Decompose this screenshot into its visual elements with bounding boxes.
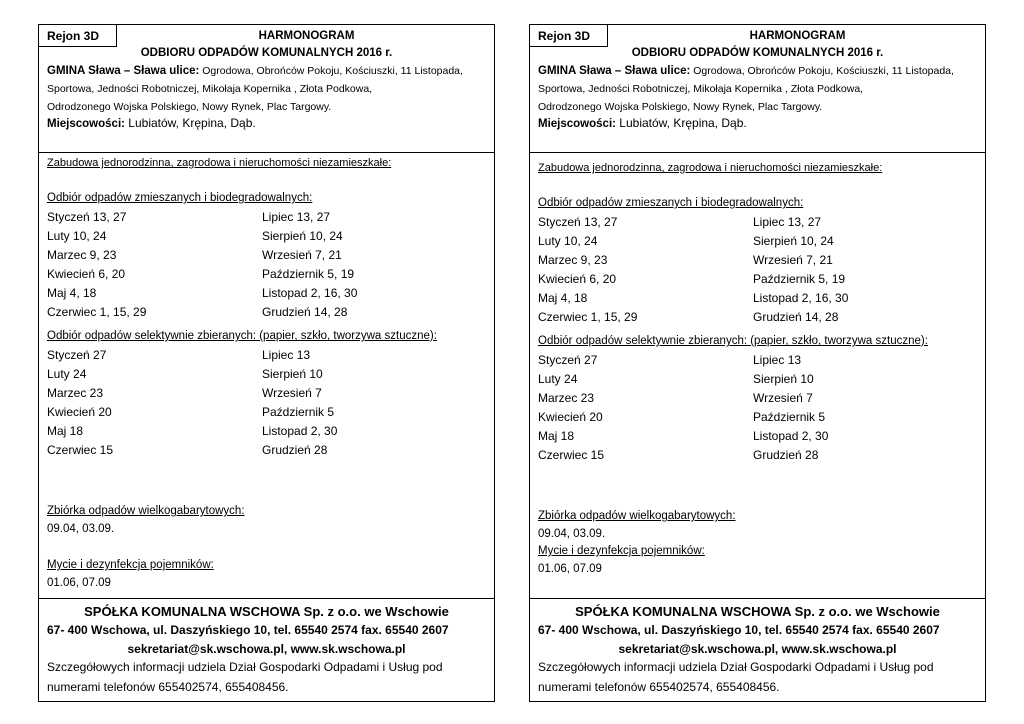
month-date: Lipiec 13 <box>262 348 311 362</box>
month-date: Marzec 23 <box>538 391 595 405</box>
company-address: 67- 400 Wschowa, ul. Daszyńskiego 10, tel. 65540 2574 fax. 65540 2607 <box>538 623 940 637</box>
villages-label: Miejscowości: <box>47 118 125 130</box>
month-date: Luty 10, 24 <box>538 234 598 248</box>
month-date: Wrzesień 7 <box>753 391 813 405</box>
villages-label: Miejscowości: <box>538 118 616 130</box>
subtitle: ODBIORU ODPADÓW KOMUNALNYCH 2016 r. <box>631 47 884 59</box>
info-line-1: Szczegółowych informacji udziela Dział Gospodarki Odpadami i Usług pod <box>47 660 443 674</box>
month-date: Październik 5, 19 <box>753 272 846 286</box>
month-date: Marzec 9, 23 <box>538 253 608 267</box>
month-date: Luty 10, 24 <box>47 229 107 243</box>
bulky-dates: 09.04, 03.09. <box>47 523 115 535</box>
schedule-row <box>47 208 487 227</box>
streets-line-3: Odrodzonego Wojska Polskiego, Nowy Rynek, Plac Targowy. <box>47 101 332 113</box>
month-date: Grudzień 14, 28 <box>753 310 839 324</box>
schedule-row <box>538 270 978 289</box>
bulky-heading: Zbiórka odpadów wielkogabarytowych: <box>47 505 245 517</box>
card-footer <box>530 598 985 702</box>
building-type: Zabudowa jednorodzinna, zagrodowa i nieruchomości niezamieszkałe: <box>538 162 883 174</box>
mixed-heading: Odbiór odpadów zmieszanych i biodegradowalnych: <box>538 197 804 209</box>
month-date: Marzec 23 <box>47 386 104 400</box>
info-line-2: numerami telefonów 655402574, 655408456. <box>538 680 780 694</box>
card-footer <box>39 598 494 702</box>
company-contact: sekretariat@sk.wschowa.pl, www.sk.wschowa.pl <box>618 642 897 656</box>
month-date: Listopad 2, 30 <box>262 424 338 438</box>
schedule-row <box>47 346 487 365</box>
month-date: Styczeń 27 <box>538 353 598 367</box>
info-line-2: numerami telefonów 655402574, 655408456. <box>47 680 289 694</box>
month-date: Lipiec 13, 27 <box>262 210 331 224</box>
month-date: Sierpień 10 <box>262 367 323 381</box>
month-date: Wrzesień 7, 21 <box>753 253 833 267</box>
schedule-row <box>47 265 487 284</box>
selective-heading: Odbiór odpadów selektywnie zbieranych: (papier, szkło, tworzywa sztuczne): <box>538 335 928 347</box>
month-date: Styczeń 27 <box>47 348 107 362</box>
title: HARMONOGRAM <box>258 30 355 42</box>
region-label: Rejon 3D <box>39 25 117 47</box>
gmina-label: GMINA Sława – Sława ulice: <box>47 65 200 77</box>
region-label: Rejon 3D <box>530 25 608 47</box>
schedule-row <box>47 441 487 460</box>
schedule-row <box>538 427 978 446</box>
schedule-row <box>538 408 978 427</box>
month-date: Marzec 9, 23 <box>47 248 117 262</box>
month-date: Luty 24 <box>538 372 578 386</box>
month-date: Maj 4, 18 <box>538 291 588 305</box>
month-date: Lipiec 13 <box>753 353 802 367</box>
month-date: Lipiec 13, 27 <box>753 215 822 229</box>
schedule-row <box>47 384 487 403</box>
title: HARMONOGRAM <box>749 30 846 42</box>
company-name: SPÓŁKA KOMUNALNA WSCHOWA Sp. z o.o. we Wschowie <box>575 604 940 619</box>
company-contact: sekretariat@sk.wschowa.pl, www.sk.wschowa.pl <box>127 642 406 656</box>
month-date: Czerwiec 1, 15, 29 <box>538 310 638 324</box>
building-type: Zabudowa jednorodzinna, zagrodowa i nieruchomości niezamieszkałe: <box>47 157 392 169</box>
streets-line-3: Odrodzonego Wojska Polskiego, Nowy Rynek, Plac Targowy. <box>538 101 823 113</box>
month-date: Maj 4, 18 <box>47 286 97 300</box>
villages: Lubiatów, Krępina, Dąb. <box>615 116 747 130</box>
schedule-row <box>47 422 487 441</box>
streets-line-1 <box>538 65 954 77</box>
selective-heading: Odbiór odpadów selektywnie zbieranych: (papier, szkło, tworzywa sztuczne): <box>47 330 437 342</box>
schedule-row <box>538 351 978 370</box>
schedule-row <box>47 303 487 322</box>
month-date: Kwiecień 20 <box>538 410 603 424</box>
bulky-dates: 09.04, 03.09. <box>538 528 606 540</box>
schedule-row <box>47 246 487 265</box>
month-date: Czerwiec 15 <box>47 443 114 457</box>
schedule-row <box>47 227 487 246</box>
mixed-heading: Odbiór odpadów zmieszanych i biodegradowalnych: <box>47 192 313 204</box>
schedule-row <box>538 370 978 389</box>
wash-heading: Mycie i dezynfekcja pojemników: <box>538 545 705 557</box>
month-date: Listopad 2, 16, 30 <box>262 286 358 300</box>
month-date: Grudzień 28 <box>262 443 328 457</box>
month-date: Listopad 2, 30 <box>753 429 829 443</box>
schedule-row <box>538 308 978 327</box>
month-date: Październik 5 <box>262 405 335 419</box>
month-date: Luty 24 <box>47 367 87 381</box>
schedule-row <box>47 365 487 384</box>
subtitle: ODBIORU ODPADÓW KOMUNALNYCH 2016 r. <box>140 47 393 59</box>
month-date: Październik 5, 19 <box>262 267 355 281</box>
schedule-row <box>47 403 487 422</box>
month-date: Sierpień 10 <box>753 372 814 386</box>
schedule-card-left <box>38 24 495 702</box>
schedule-row <box>538 213 978 232</box>
month-date: Sierpień 10, 24 <box>262 229 343 243</box>
month-date: Maj 18 <box>538 429 575 443</box>
month-date: Grudzień 28 <box>753 448 819 462</box>
streets-1: Ogrodowa, Obrońców Pokoju, Kościuszki, 11 Listopada, <box>199 65 463 77</box>
month-date: Kwiecień 6, 20 <box>47 267 126 281</box>
schedule-card-right <box>529 24 986 702</box>
month-date: Wrzesień 7, 21 <box>262 248 342 262</box>
company-name: SPÓŁKA KOMUNALNA WSCHOWA Sp. z o.o. we Wschowie <box>84 604 449 619</box>
month-date: Kwiecień 6, 20 <box>538 272 617 286</box>
gmina-label: GMINA Sława – Sława ulice: <box>538 65 691 77</box>
month-date: Czerwiec 1, 15, 29 <box>47 305 147 319</box>
schedule-row <box>538 289 978 308</box>
bulky-heading: Zbiórka odpadów wielkogabarytowych: <box>538 510 736 522</box>
month-date: Styczeń 13, 27 <box>538 215 618 229</box>
schedule-row <box>47 284 487 303</box>
month-date: Styczeń 13, 27 <box>47 210 127 224</box>
schedule-row <box>538 446 978 465</box>
streets-line-1 <box>47 65 463 77</box>
wash-dates: 01.06, 07.09 <box>538 563 602 575</box>
schedule-row <box>538 251 978 270</box>
streets-1: Ogrodowa, Obrońców Pokoju, Kościuszki, 11 Listopada, <box>690 65 954 77</box>
wash-dates: 01.06, 07.09 <box>47 577 111 589</box>
streets-line-2: Sportowa, Jedności Robotniczej, Mikołaja Kopernika , Złota Podkowa, <box>538 83 864 95</box>
card-header <box>39 25 494 153</box>
month-date: Czerwiec 15 <box>538 448 605 462</box>
month-date: Październik 5 <box>753 410 826 424</box>
schedule-row <box>538 389 978 408</box>
month-date: Maj 18 <box>47 424 84 438</box>
month-date: Wrzesień 7 <box>262 386 322 400</box>
wash-heading: Mycie i dezynfekcja pojemników: <box>47 559 214 571</box>
info-line-1: Szczegółowych informacji udziela Dział Gospodarki Odpadami i Usług pod <box>538 660 934 674</box>
company-address: 67- 400 Wschowa, ul. Daszyńskiego 10, tel. 65540 2574 fax. 65540 2607 <box>47 623 449 637</box>
month-date: Kwiecień 20 <box>47 405 112 419</box>
card-header <box>530 25 985 153</box>
month-date: Listopad 2, 16, 30 <box>753 291 849 305</box>
schedule-row <box>538 232 978 251</box>
month-date: Grudzień 14, 28 <box>262 305 348 319</box>
month-date: Sierpień 10, 24 <box>753 234 834 248</box>
streets-line-2: Sportowa, Jedności Robotniczej, Mikołaja Kopernika , Złota Podkowa, <box>47 83 373 95</box>
villages-line <box>538 116 747 130</box>
villages-line <box>47 116 256 130</box>
villages: Lubiatów, Krępina, Dąb. <box>124 116 256 130</box>
